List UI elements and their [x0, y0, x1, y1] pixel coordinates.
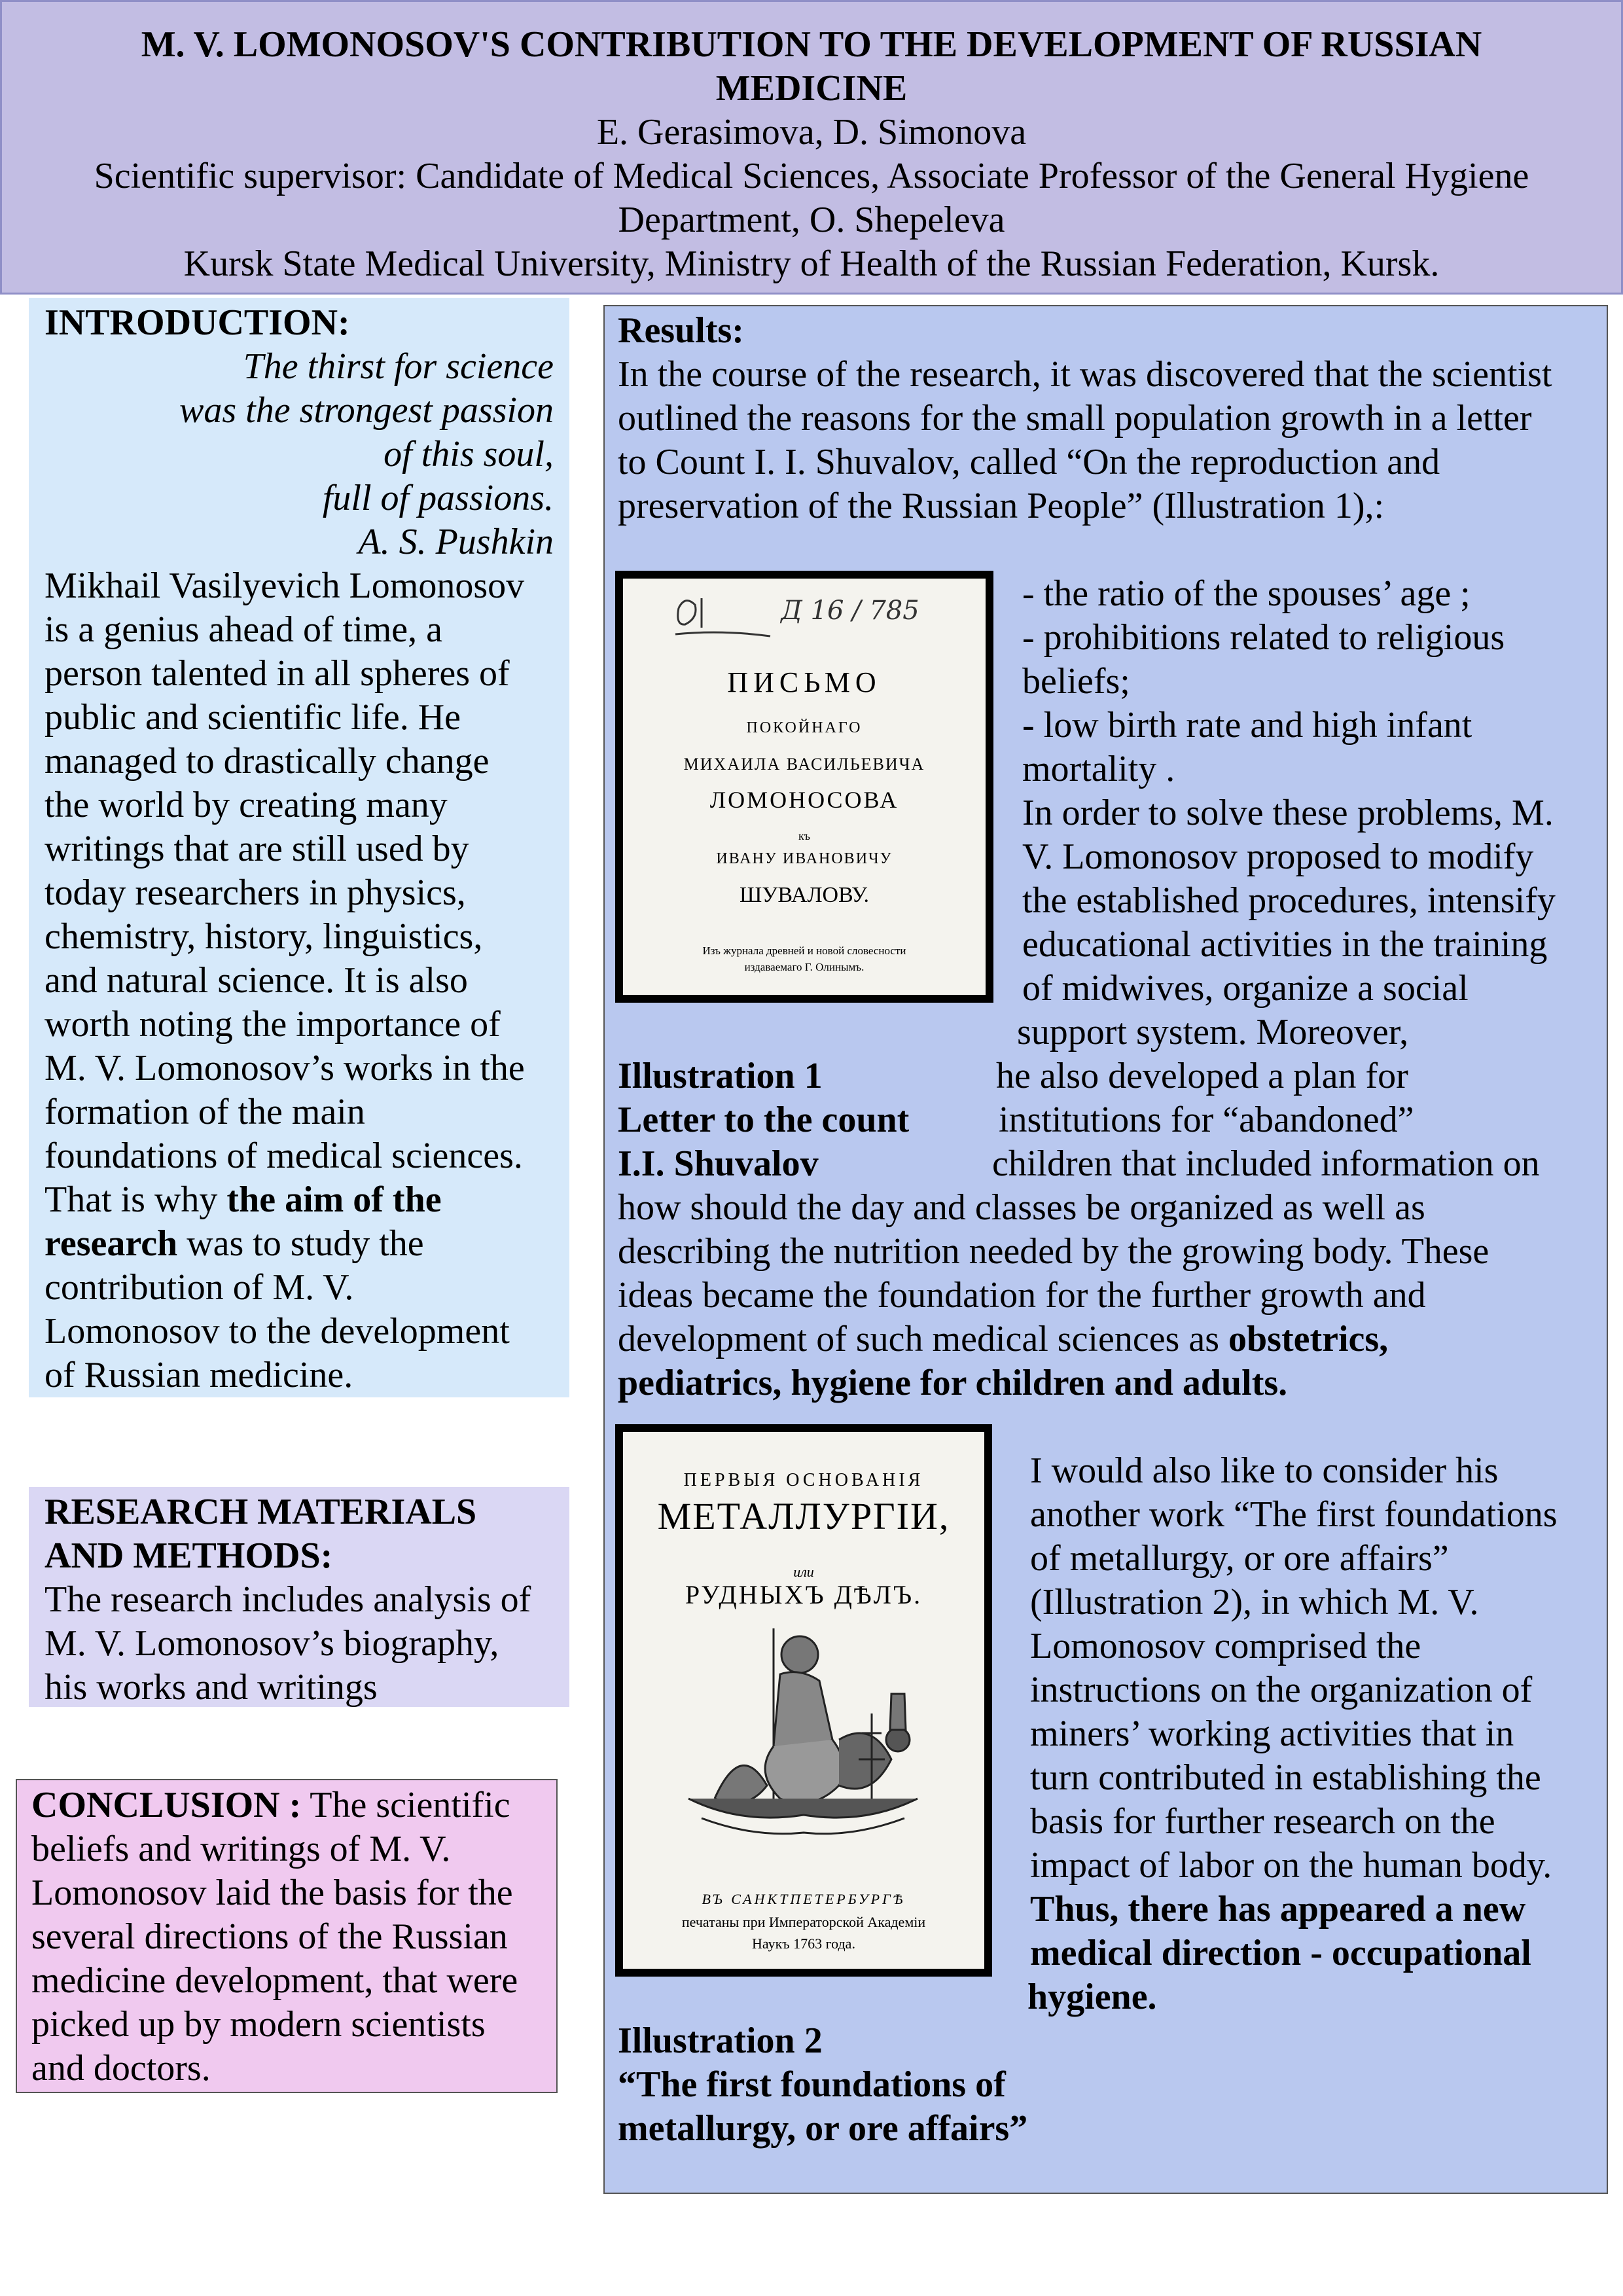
results-line: the established procedures, intensify [1022, 880, 1556, 921]
aim-bold: the aim of the [226, 1179, 442, 1220]
intro-line: the world by creating many [45, 785, 448, 825]
letter-line: ШУВАЛОВУ. [739, 883, 870, 907]
conclusion-section [16, 1779, 558, 2093]
conclusion-heading: CONCLUSION : [31, 1785, 302, 1825]
poster-header [0, 0, 1623, 295]
results-bold-line: Thus, there has appeared a new [1030, 1889, 1526, 1929]
results-line [618, 1318, 1388, 1361]
quote-line: full of passions. [322, 478, 554, 518]
results-section [603, 305, 1608, 2194]
results-line: impact of labor on the human body. [1030, 1845, 1552, 1886]
letter-line: ИВАНУ ИВАНОВИЧУ [716, 850, 893, 867]
intro-line: Lomonosov to the development [45, 1311, 510, 1352]
results-line: describing the nutrition needed by the growing body. These [618, 1231, 1489, 1272]
book-line: печатаны при Императорской Академіи [681, 1914, 926, 1930]
conclusion-line: and doctors. [31, 2048, 211, 2089]
intro-line: contribution of M. V. [45, 1267, 354, 1308]
letter-line: ЛОМОНОСОВА [709, 787, 899, 813]
conclusion-text: The scientific [301, 1785, 510, 1825]
letter-line: ПОКОЙНАГО [746, 719, 863, 736]
results-line: children that included information on [992, 1143, 1540, 1184]
affiliation: Kursk State Medical University, Ministry of Health of the Russian Federation, Kursk. [183, 243, 1440, 284]
letter-line: Изъ журнала древней и новой словесности [702, 944, 906, 957]
results-line: to Count I. I. Shuvalov, called “On the reproduction and [618, 442, 1440, 482]
results-line: miners’ working activities that in [1030, 1713, 1514, 1754]
results-line: (Illustration 2), in which M. V. [1030, 1582, 1479, 1623]
results-line: In order to solve these problems, M. [1022, 793, 1554, 833]
letter-line: издаваемаго Г. Олинымъ. [744, 961, 865, 973]
results-line: - prohibitions related to religious [1022, 617, 1505, 658]
conclusion-line: several directions of the Russian [31, 1916, 508, 1957]
intro-line: public and scientific life. He [45, 697, 461, 738]
letter-title: ПИСЬМО [727, 666, 882, 698]
results-bold-line: hygiene. [1027, 1977, 1157, 2017]
book-title: МЕТАЛЛУРГІИ, [657, 1495, 950, 1537]
results-line: support system. Moreover, [1017, 1012, 1409, 1052]
methods-heading: RESEARCH MATERIALS [45, 1492, 477, 1532]
conclusion-first-line [31, 1784, 542, 1827]
results-line: - low birth rate and high infant [1022, 705, 1472, 745]
results-text: development of such medical sciences as [618, 1319, 1228, 1359]
book-line: ВЪ САНКТПЕТЕРБУРГѢ [702, 1891, 906, 1907]
results-line: preservation of the Russian People” (Illustration 1),: [618, 486, 1385, 526]
title-line: MEDICINE [715, 68, 908, 109]
results-line: - the ratio of the spouses’ age ; [1022, 573, 1471, 614]
intro-line: managed to drastically change [45, 741, 490, 781]
intro-line: today researchers in physics, [45, 872, 466, 913]
book-line: Наукъ 1763 года. [752, 1935, 855, 1952]
supervisor-line: Department, O. Shepeleva [618, 200, 1005, 240]
intro-line: of Russian medicine. [45, 1355, 353, 1395]
intro-line: chemistry, history, linguistics, [45, 916, 483, 957]
first-foundations-of-metallurgy-image [615, 1424, 992, 1977]
letter-line: МИХАИЛА ВАСИЛЬЕВИЧА [683, 755, 925, 774]
illustration1-caption: Letter to the count [618, 1100, 910, 1140]
intro-line: foundations of medical sciences. [45, 1136, 523, 1176]
quote-line: was the strongest passion [179, 390, 554, 431]
epigraph-quote [45, 345, 554, 564]
results-line: ideas became the foundation for the further growth and [618, 1275, 1426, 1316]
results-line: outlined the reasons for the small population growth in a letter [618, 398, 1532, 439]
letter-line: къ [798, 829, 811, 842]
methods-heading: AND METHODS: [45, 1535, 333, 1576]
letter-to-shuvalov-image [615, 571, 993, 1003]
intro-line: formation of the main [45, 1092, 365, 1132]
results-line: institutions for “abandoned” [999, 1100, 1414, 1140]
supervisor-line: Scientific supervisor: Candidate of Medical Sciences, Associate Professor of the General Hygiene [94, 156, 1529, 196]
illustration2-caption: “The first foundations of [618, 2064, 1006, 2105]
results-bold: obstetrics, [1228, 1319, 1389, 1359]
results-line: basis for further research on the [1030, 1801, 1495, 1842]
aim-line [45, 1178, 554, 1222]
conclusion-line: Lomonosov laid the basis for the [31, 1873, 513, 1913]
results-line: another work “The first foundations [1030, 1494, 1558, 1535]
results-line: V. Lomonosov proposed to modify [1022, 836, 1534, 877]
aim-pre: That is why [45, 1179, 227, 1220]
aim-post: was to study the [177, 1223, 424, 1264]
introduction-section [29, 298, 569, 1397]
conclusion-line: beliefs and writings of M. V. [31, 1829, 451, 1869]
results-line: turn contributed in establishing the [1030, 1757, 1541, 1798]
results-line: of midwives, organize a social [1022, 968, 1469, 1009]
intro-line: worth noting the importance of [45, 1004, 501, 1045]
methods-line: M. V. Lomonosov’s biography, [45, 1623, 499, 1664]
authors: E. Gerasimova, D. Simonova [596, 112, 1027, 152]
introduction-heading: INTRODUCTION: [45, 302, 350, 343]
aim-line [45, 1222, 554, 1266]
conclusion-line: picked up by modern scientists [31, 2004, 486, 2045]
intro-line: writings that are still used by [45, 829, 469, 869]
results-line: of metallurgy, or ore affairs” [1030, 1538, 1449, 1579]
book-line: ПЕРВЫЯ ОСНОВАНІЯ [683, 1470, 924, 1490]
intro-line: Mikhail Vasilyevich Lomonosov [45, 565, 525, 606]
results-heading: Results: [618, 310, 744, 351]
title-line: M. V. LOMONOSOV'S CONTRIBUTION TO THE DEVELOPMENT OF RUSSIAN [141, 24, 1482, 65]
intro-line: is a genius ahead of time, a [45, 609, 443, 650]
intro-line: person talented in all spheres of [45, 653, 510, 694]
introduction-body [45, 564, 554, 1397]
quote-line: The thirst for science [243, 346, 554, 387]
book-line: РУДНЫХЪ ДѢЛЪ. [685, 1580, 923, 1609]
methods-line: The research includes analysis of [45, 1579, 531, 1620]
poster-title [2, 23, 1621, 111]
results-line: I would also like to consider his [1030, 1450, 1499, 1491]
results-line: mortality . [1022, 749, 1175, 789]
handwritten-number: Д 16 / 785 [781, 596, 919, 626]
aim-bold: research [45, 1223, 178, 1264]
illustration2-caption: metallurgy, or ore affairs” [618, 2108, 1028, 2149]
methods-section [29, 1487, 569, 1707]
quote-author: A. S. Pushkin [358, 522, 554, 562]
illustration2-caption: Illustration 2 [618, 2020, 823, 2061]
results-line: educational activities in the training [1022, 924, 1548, 965]
intro-line: and natural science. It is also [45, 960, 468, 1001]
results-line: Lomonosov comprised the [1030, 1626, 1421, 1666]
illustration1-caption: I.I. Shuvalov [618, 1143, 819, 1184]
quote-line: of this soul, [383, 434, 554, 475]
results-line: beliefs; [1022, 661, 1130, 702]
results-line: In the course of the research, it was discovered that the scientist [618, 354, 1552, 395]
results-bold-line: medical direction - occupational [1030, 1933, 1531, 1973]
results-bold-line: pediatrics, hygiene for children and adults. [618, 1363, 1288, 1403]
intro-line: M. V. Lomonosov’s works in the [45, 1048, 525, 1088]
results-line: how should the day and classes be organized as well as [618, 1187, 1425, 1228]
results-line: he also developed a plan for [996, 1056, 1408, 1096]
book-line: или [793, 1564, 814, 1580]
results-line: instructions on the organization of [1030, 1670, 1533, 1710]
methods-line: his works and writings [45, 1667, 378, 1708]
illustration1-caption: Illustration 1 [618, 1056, 823, 1096]
conclusion-line: medicine development, that were [31, 1960, 518, 2001]
